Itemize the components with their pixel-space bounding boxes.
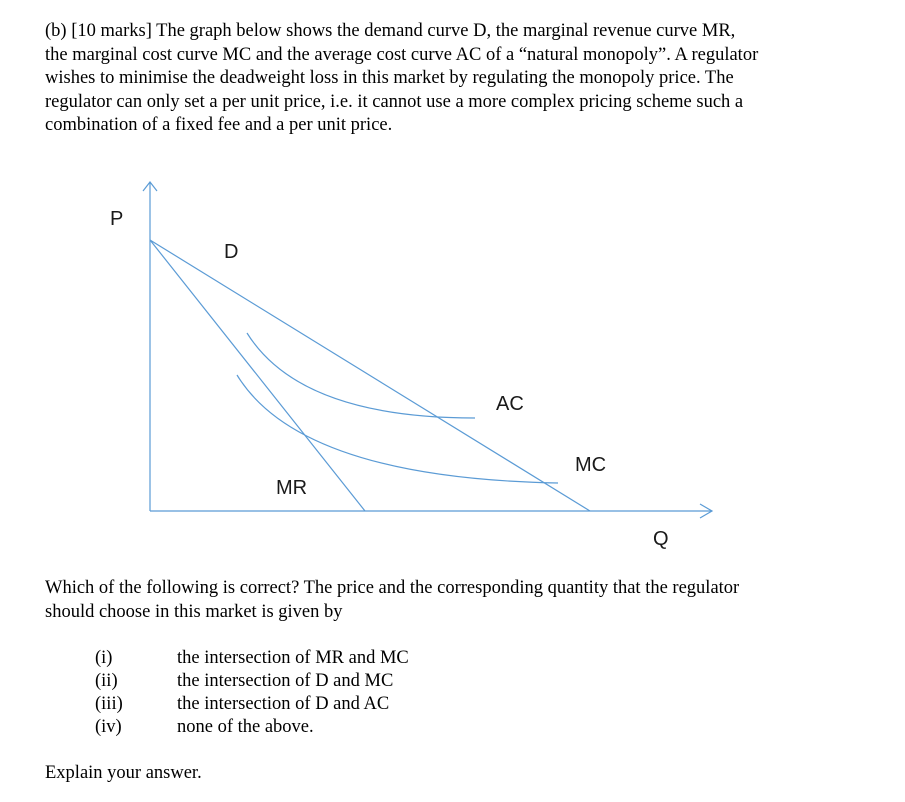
- intro-line: the marginal cost curve MC and the average cost curve AC of a “natural monopoly”. A regulator: [45, 44, 759, 65]
- intro-line: wishes to minimise the deadweight loss in this market by regulating the monopoly price. The: [45, 68, 734, 88]
- mr-label: MR: [276, 477, 308, 499]
- option-number: (i): [95, 648, 113, 668]
- x-axis-label: Q: [653, 528, 669, 550]
- demand-label: D: [224, 241, 239, 263]
- option-iii: [95, 693, 389, 716]
- option-iv: [95, 716, 314, 739]
- y-axis-arrow: [143, 182, 157, 191]
- option-number: (iv): [95, 717, 122, 737]
- intro-line: (b) [10 marks] The graph below shows the demand curve D, the marginal revenue curve MR,: [45, 21, 736, 41]
- option-i: [95, 647, 409, 670]
- y-axis-label: P: [110, 208, 124, 230]
- option-text: the intersection of MR and MC: [177, 648, 409, 668]
- intro-line: regulator can only set a per unit price, i.e. it cannot use a more complex pricing scheme such a: [45, 91, 744, 112]
- option-ii: [95, 670, 393, 693]
- demand-curve: [150, 240, 590, 511]
- x-axis-arrow: [700, 504, 712, 518]
- option-text: the intersection of D and AC: [177, 694, 390, 714]
- ac-curve: [247, 333, 475, 418]
- explain-prompt: Explain your answer.: [45, 763, 202, 783]
- question-line: should choose in this market is given by: [45, 601, 343, 622]
- mc-label: MC: [575, 454, 607, 476]
- question-prompt: [45, 577, 825, 624]
- ac-label: AC: [496, 393, 524, 415]
- intro-line: combination of a fixed fee and a per unit price.: [45, 115, 393, 135]
- mr-curve: [150, 240, 365, 511]
- mc-curve: [237, 375, 558, 483]
- option-text: the intersection of D and MC: [177, 671, 394, 691]
- option-number: (ii): [95, 671, 118, 691]
- question-intro: [45, 20, 825, 138]
- question-line: Which of the following is correct? The price and the corresponding quantity that the regulator: [45, 578, 740, 598]
- option-text: none of the above.: [177, 717, 314, 737]
- option-number: (iii): [95, 694, 123, 714]
